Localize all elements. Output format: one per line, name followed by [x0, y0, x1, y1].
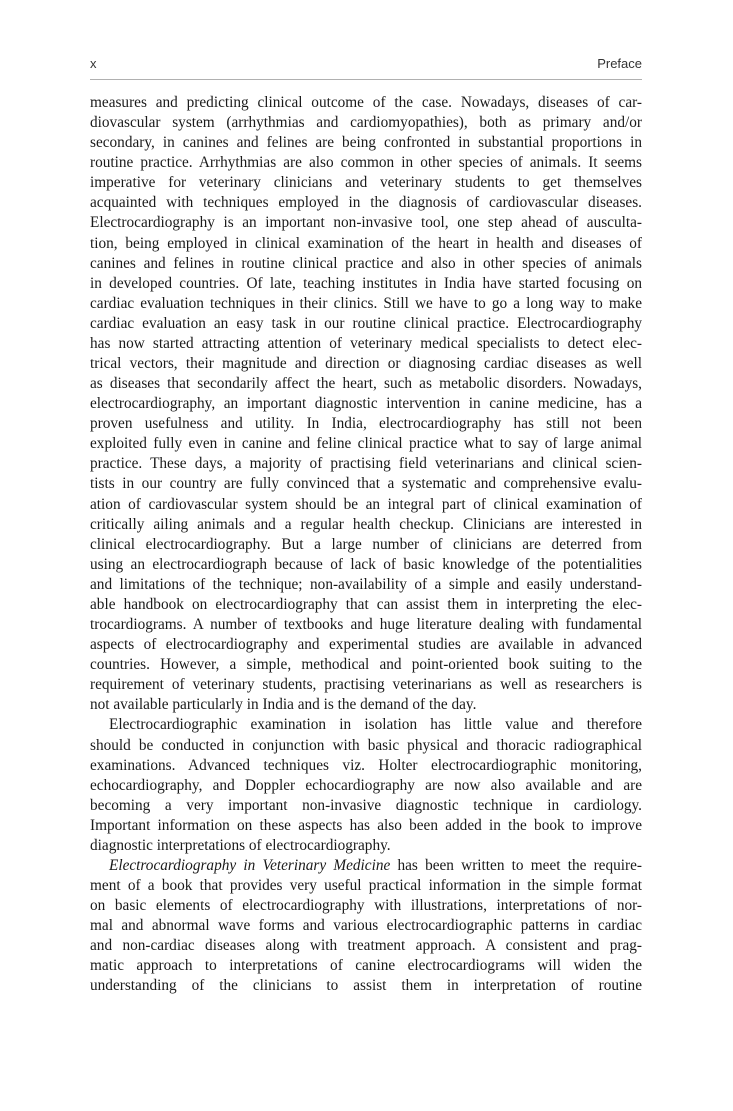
- text-line: Electrocardiographic examination in isolation has little value and therefore: [109, 716, 642, 734]
- section-title: Preface: [597, 56, 642, 71]
- text-line: tion, being employed in clinical examination of the heart in health and diseases of: [90, 234, 642, 252]
- text-line: becoming a very important non-invasive diagnostic technique in cardiology.: [90, 796, 642, 814]
- text-line: routine practice. Arrhythmias are also common in other species of animals. It seems: [90, 154, 642, 172]
- text-line: aspects of electrocardiography and experimental studies are available in advanced: [90, 636, 642, 654]
- text-line: not available particularly in India and is the demand of the day.: [90, 696, 477, 714]
- page-number: x: [90, 56, 97, 71]
- text-run: has been written to meet the require-: [390, 856, 642, 874]
- text-line: trocardiograms. A number of textbooks and huge literature dealing with fundamental: [90, 616, 642, 634]
- text-line: critically ailing animals and a regular health checkup. Clinicians are interested in: [90, 515, 642, 533]
- text-line: clinical electrocardiography. But a large number of clinicians are deterred from: [90, 535, 642, 553]
- text-line: diovascular system (arrhythmias and cardiomyopathies), both as primary and/or: [90, 114, 642, 132]
- text-line: diagnostic interpretations of electrocardiography.: [90, 836, 391, 854]
- text-line: imperative for veterinary clinicians and veterinary students to get themselves: [90, 174, 642, 192]
- text-line: acquainted with techniques employed in the diagnosis of cardiovascular diseases.: [90, 194, 642, 212]
- text-line: matic approach to interpretations of canine electrocardiograms will widen the: [90, 957, 642, 975]
- text-line: understanding of the clinicians to assist them in interpretation of routine: [90, 977, 642, 995]
- text-line: [90, 856, 642, 876]
- header-rule: [90, 79, 642, 80]
- text-line: as diseases that secondarily affect the heart, such as metabolic disorders. Nowadays,: [90, 375, 642, 393]
- text-line: mal and abnormal wave forms and various electrocardiographic patterns in cardiac: [90, 917, 642, 935]
- text-line: tists in our country are fully convinced that a systematic and comprehensive evalu-: [90, 475, 642, 493]
- text-line: on basic elements of electrocardiography with illustrations, interpretations of nor-: [90, 897, 642, 915]
- text-line: able handbook on electrocardiography that can assist them in interpreting the elec-: [90, 595, 642, 613]
- text-line: echocardiography, and Doppler echocardiography are now also available and are: [90, 776, 642, 794]
- text-line: secondary, in canines and felines are being confronted in substantial proportions in: [90, 134, 642, 152]
- text-line: should be conducted in conjunction with basic physical and thoracic radiographical: [90, 736, 642, 754]
- text-line: in developed countries. Of late, teaching institutes in India have started focusing on: [90, 274, 642, 292]
- text-line: cardiac evaluation techniques in their clinics. Still we have to go a long way to make: [90, 294, 642, 312]
- text-line: requirement of veterinary students, practising veterinarians as well as researchers is: [90, 676, 642, 694]
- text-line: has now started attracting attention of veterinary medical specialists to detect elec-: [90, 334, 642, 352]
- text-line: trical vectors, their magnitude and direction or diagnosing cardiac diseases as well: [90, 355, 642, 373]
- text-line: practice. These days, a majority of practising field veterinarians and clinical scien-: [90, 455, 642, 473]
- text-line: using an electrocardiograph because of lack of basic knowledge of the potentialities: [90, 555, 642, 573]
- text-line: measures and predicting clinical outcome of the case. Nowadays, diseases of car-: [90, 94, 642, 111]
- text-line: proven usefulness and utility. In India, electrocardiography has still not been: [90, 415, 642, 433]
- text-line: and limitations of the technique; non-availability of a simple and easily understand-: [90, 575, 642, 593]
- text-line: and non-cardiac diseases along with treatment approach. A consistent and prag-: [90, 937, 642, 955]
- text-line: electrocardiography, an important diagnostic intervention in canine medicine, has a: [90, 395, 642, 413]
- text-line: cardiac evaluation an easy task in our routine clinical practice. Electrocardiography: [90, 314, 642, 332]
- running-header: [90, 56, 642, 78]
- paragraph: [90, 715, 642, 856]
- text-line: examinations. Advanced techniques viz. Holter electrocardiographic monitoring,: [90, 756, 642, 774]
- text-line: exploited fully even in canine and feline clinical practice what to say of large animal: [90, 435, 642, 453]
- text-line: Important information on these aspects has also been added in the book to improve: [90, 816, 642, 834]
- body-text: [90, 93, 642, 997]
- book-title: Electrocardiography in Veterinary Medicine: [109, 856, 391, 874]
- text-line: ment of a book that provides very useful practical information in the simple format: [90, 877, 642, 895]
- paragraph: [90, 856, 642, 997]
- text-line: countries. However, a simple, methodical and point-oriented book suiting to the: [90, 656, 642, 674]
- text-line: Electrocardiography is an important non-invasive tool, one step ahead of ausculta-: [90, 214, 642, 232]
- paragraph: [90, 93, 642, 715]
- text-line: canines and felines in routine clinical practice and also in other species of animals: [90, 254, 642, 272]
- text-line: ation of cardiovascular system should be an integral part of clinical examination of: [90, 495, 642, 513]
